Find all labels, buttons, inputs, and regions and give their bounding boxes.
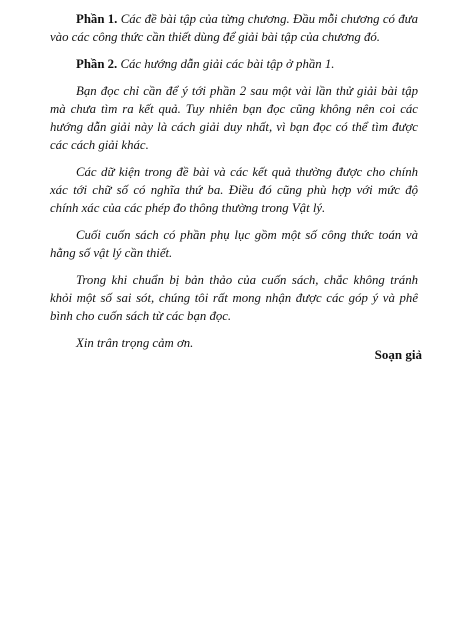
paragraph-part2 xyxy=(50,55,418,73)
body-text xyxy=(50,10,418,361)
part2-text: Các hướng dẫn giải các bài tập ở phần 1. xyxy=(120,57,335,71)
paragraph: Cuối cuốn sách có phần phụ lục gồm một số công thức toán và hằng số vật lý cần thiết. xyxy=(50,228,418,260)
part2-label: Phần 2. xyxy=(76,57,118,71)
paragraph: Bạn đọc chỉ cần để ý tới phần 2 sau một vài lần thử giải bài tập mà chưa tìm ra kết quả. Tuy nhiên bạn đọc cũng không nên coi các hướng dẫn giải này là cách giải duy nhất, vì bạn đọc có thể tìm được các cách giải khác. xyxy=(50,84,418,152)
paragraph: Các dữ kiện trong đề bài và các kết quả thường được cho chính xác tới chữ số có nghĩa thứ ba. Điều đó cũng phù hợp với mức độ chính xác của các phép đo thông thường trong Vật lý. xyxy=(50,165,418,215)
paragraph: Trong khi chuẩn bị bản thảo của cuốn sách, chắc không tránh khỏi một số sai sót, chúng tôi rất mong nhận được các góp ý và phê bình cho cuốn sách từ các bạn đọc. xyxy=(50,273,418,323)
closing-line: Xin trân trọng cảm ơn. xyxy=(76,336,194,350)
signature: Soạn giả xyxy=(374,347,422,362)
paragraph-part1 xyxy=(50,10,418,46)
part1-label: Phần 1. xyxy=(76,12,118,26)
part1-text: Các đề bài tập của từng chương. Đầu mỗi chương có đưa vào các công thức cần thiết dùng để giải bài tập của chương đó. xyxy=(50,12,419,44)
